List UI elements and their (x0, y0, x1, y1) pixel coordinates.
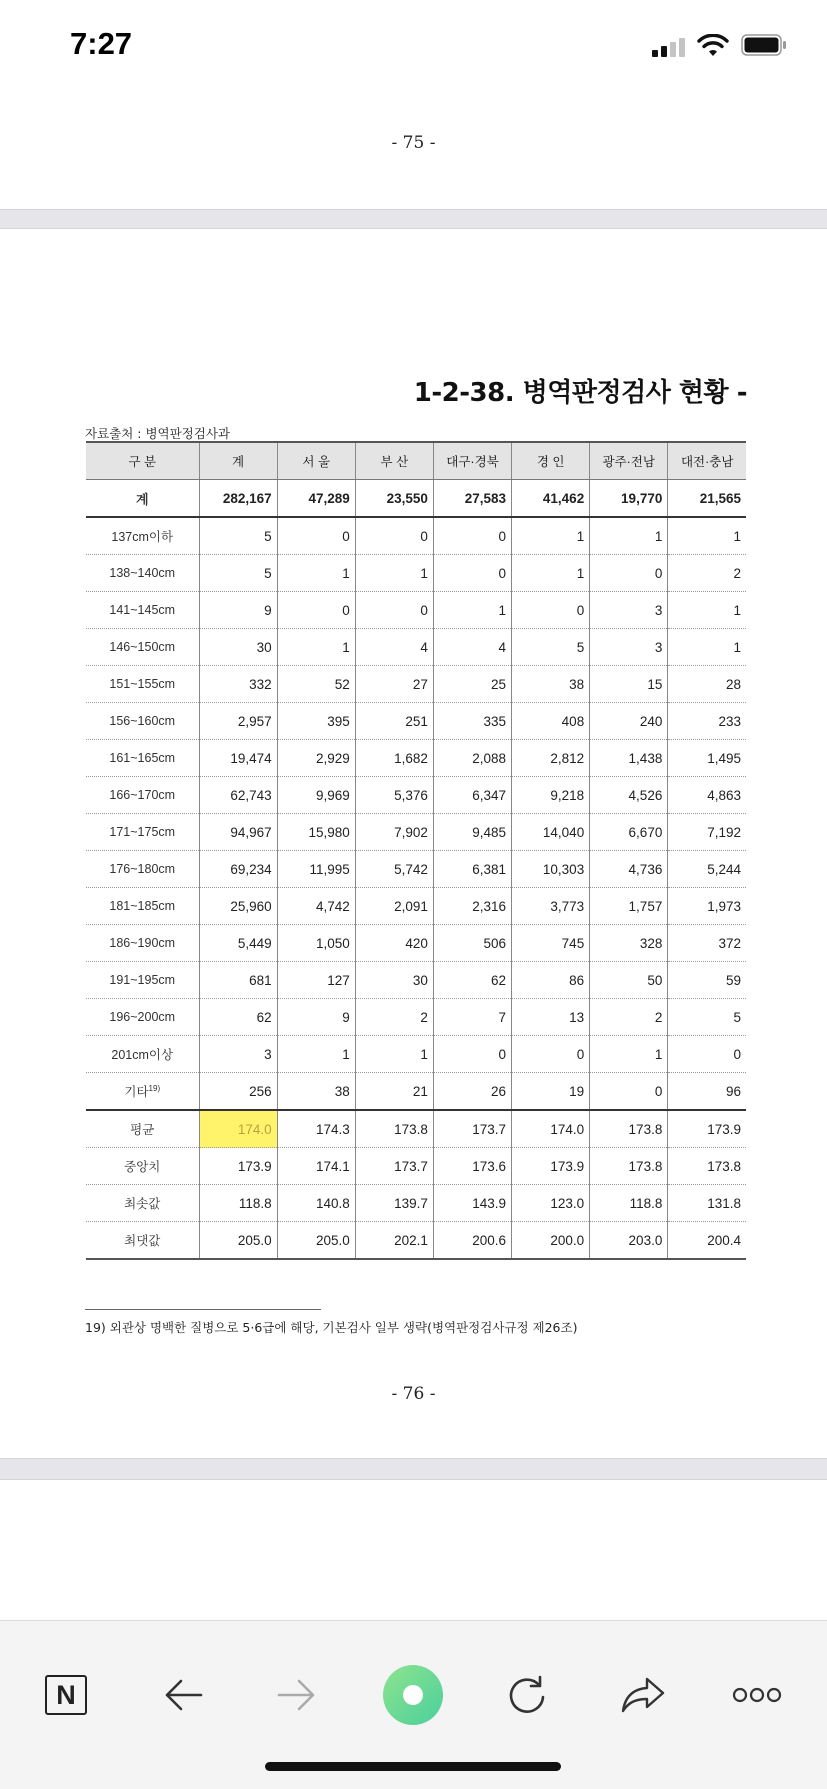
stat-row (86, 1222, 746, 1260)
table-cell: 1 (512, 517, 590, 555)
row-label-text: 146~150cm (109, 640, 176, 654)
table-cell: 38 (277, 1073, 355, 1111)
table-cell: 4 (433, 629, 511, 666)
row-label (86, 999, 199, 1036)
table-row (86, 480, 746, 518)
table-cell: 173.9 (668, 1110, 746, 1148)
table-cell: 1 (512, 555, 590, 592)
table-cell: 2,929 (277, 740, 355, 777)
row-label-text: 기타 (124, 1085, 149, 1099)
table-cell: 1 (355, 555, 433, 592)
table-cell: 205.0 (199, 1222, 277, 1260)
table-cell: 6,381 (433, 851, 511, 888)
row-label-text: 137cm이하 (111, 530, 174, 544)
stat-row (86, 1110, 746, 1148)
table-cell: 62 (199, 999, 277, 1036)
table-cell: 140.8 (277, 1185, 355, 1222)
table-cell: 0 (433, 555, 511, 592)
footnote-marker: 19) (148, 1083, 161, 1093)
table-cell: 173.7 (433, 1110, 511, 1148)
table-cell: 282,167 (199, 480, 277, 518)
row-label (86, 1148, 199, 1185)
forward-arrow-icon (275, 1677, 319, 1713)
table-cell: 50 (590, 962, 668, 999)
table-row (86, 814, 746, 851)
table-cell: 174.1 (277, 1148, 355, 1185)
table-cell: 5,449 (199, 925, 277, 962)
table-cell: 240 (590, 703, 668, 740)
home-indicator[interactable] (265, 1762, 561, 1771)
table-cell: 28 (668, 666, 746, 703)
table-cell: 408 (512, 703, 590, 740)
table-cell: 23,550 (355, 480, 433, 518)
table-cell: 745 (512, 925, 590, 962)
table-cell: 38 (512, 666, 590, 703)
table-cell: 7 (433, 999, 511, 1036)
header-category: 구 분 (86, 442, 199, 480)
table-cell: 1,495 (668, 740, 746, 777)
table-cell: 6,670 (590, 814, 668, 851)
table-cell: 4,863 (668, 777, 746, 814)
row-label-text: 평균 (130, 1123, 155, 1137)
table-cell: 0 (355, 592, 433, 629)
header-region: 서 울 (277, 442, 355, 480)
table-cell: 1 (668, 517, 746, 555)
header-region: 부 산 (355, 442, 433, 480)
current-page-number: - 76 - (391, 1384, 436, 1404)
table-cell: 21 (355, 1073, 433, 1111)
table-cell: 26 (433, 1073, 511, 1111)
table-cell: 1 (668, 592, 746, 629)
table-cell: 5,244 (668, 851, 746, 888)
table-row (86, 1073, 746, 1111)
table-cell: 202.1 (355, 1222, 433, 1260)
row-label (86, 517, 199, 555)
table-cell: 127 (277, 962, 355, 999)
table-row (86, 999, 746, 1036)
row-label-text: 201cm이상 (111, 1048, 174, 1062)
stat-row (86, 1185, 746, 1222)
table-cell: 1 (590, 517, 668, 555)
table-source: 자료출처 : 병역판정검사과 (85, 426, 230, 441)
header-region: 계 (199, 442, 277, 480)
table-cell: 681 (199, 962, 277, 999)
row-label (86, 629, 199, 666)
row-label (86, 814, 199, 851)
prev-page (0, 92, 827, 209)
row-label (86, 851, 199, 888)
row-label-text: 138~140cm (109, 566, 176, 580)
row-label (86, 962, 199, 999)
table-cell: 1 (668, 629, 746, 666)
table-cell: 59 (668, 962, 746, 999)
table-row (86, 888, 746, 925)
cellular-signal-icon (652, 37, 688, 57)
table-cell: 200.4 (668, 1222, 746, 1260)
table-cell: 173.8 (668, 1148, 746, 1185)
table-cell: 372 (668, 925, 746, 962)
table-cell: 1,682 (355, 740, 433, 777)
table-cell: 4 (355, 629, 433, 666)
row-label-text: 186~190cm (109, 936, 176, 950)
page-separator (0, 209, 827, 229)
table-cell: 9,218 (512, 777, 590, 814)
back-arrow-icon (161, 1677, 205, 1713)
table-cell: 2,316 (433, 888, 511, 925)
prev-page-number: - 75 - (391, 133, 436, 153)
table-cell: 15,980 (277, 814, 355, 851)
table-cell: 94,967 (199, 814, 277, 851)
row-label (86, 1110, 199, 1148)
naver-icon: N (45, 1675, 87, 1715)
row-label-text: 156~160cm (109, 714, 176, 728)
footnote: 19) 외관상 명백한 질병으로 5·6급에 해당, 기본검사 일부 생략(병역판정검사규정 제26조) (85, 1320, 578, 1335)
table-cell: 173.8 (355, 1110, 433, 1148)
table-cell: 47,289 (277, 480, 355, 518)
table-cell: 174.0 (512, 1110, 590, 1148)
row-label-text: 최솟값 (124, 1197, 161, 1211)
table-cell: 41,462 (512, 480, 590, 518)
table-row (86, 925, 746, 962)
stat-row (86, 1148, 746, 1185)
table-cell: 2,812 (512, 740, 590, 777)
row-label (86, 740, 199, 777)
table-cell: 256 (199, 1073, 277, 1111)
forward-button[interactable] (267, 1665, 327, 1725)
table-cell: 0 (433, 517, 511, 555)
table-cell: 2 (590, 999, 668, 1036)
table-cell: 3 (590, 592, 668, 629)
green-dot-button[interactable] (383, 1665, 443, 1725)
footnote-divider (85, 1309, 321, 1310)
table-cell: 27 (355, 666, 433, 703)
row-label-text: 166~170cm (109, 788, 176, 802)
table-cell: 10,303 (512, 851, 590, 888)
table-cell: 3,773 (512, 888, 590, 925)
table-cell: 1 (590, 1036, 668, 1073)
row-label (86, 1036, 199, 1073)
table-cell: 2,088 (433, 740, 511, 777)
row-label (86, 1222, 199, 1260)
table-cell: 2,091 (355, 888, 433, 925)
table-row (86, 555, 746, 592)
table-cell: 5 (668, 999, 746, 1036)
table-cell: 9,969 (277, 777, 355, 814)
table-cell: 62 (433, 962, 511, 999)
table-row (86, 851, 746, 888)
back-button[interactable] (153, 1665, 213, 1725)
table-row (86, 1036, 746, 1073)
table-cell: 11,995 (277, 851, 355, 888)
table-cell: 0 (433, 1036, 511, 1073)
table-row (86, 666, 746, 703)
table-cell: 62,743 (199, 777, 277, 814)
table-cell: 19,474 (199, 740, 277, 777)
more-icon (731, 1685, 783, 1705)
row-label (86, 555, 199, 592)
table-cell: 395 (277, 703, 355, 740)
table-cell: 332 (199, 666, 277, 703)
table-cell: 0 (277, 517, 355, 555)
table-cell: 5 (199, 555, 277, 592)
share-button[interactable] (613, 1665, 673, 1725)
row-label (86, 703, 199, 740)
status-time: 7:27 (70, 26, 133, 61)
table-cell: 173.8 (590, 1148, 668, 1185)
table-cell: 506 (433, 925, 511, 962)
table-cell: 5,376 (355, 777, 433, 814)
battery-icon (741, 34, 787, 56)
table-row (86, 962, 746, 999)
row-label-text: 최댓값 (124, 1234, 161, 1248)
row-label (86, 888, 199, 925)
table-cell: 0 (512, 592, 590, 629)
table-cell: 1 (355, 1036, 433, 1073)
table-cell: 0 (590, 555, 668, 592)
row-label-text: 141~145cm (109, 603, 176, 617)
reload-button[interactable] (497, 1665, 557, 1725)
table-cell: 27,583 (433, 480, 511, 518)
table-cell: 6,347 (433, 777, 511, 814)
table-cell: 335 (433, 703, 511, 740)
share-icon (619, 1675, 667, 1715)
header-region: 광주·전남 (590, 442, 668, 480)
table-cell: 21,565 (668, 480, 746, 518)
table-cell: 173.9 (199, 1148, 277, 1185)
table-row (86, 629, 746, 666)
table-cell: 4,742 (277, 888, 355, 925)
table-row (86, 703, 746, 740)
table-cell: 1 (433, 592, 511, 629)
table-cell: 19,770 (590, 480, 668, 518)
table-cell: 203.0 (590, 1222, 668, 1260)
table-cell: 4,736 (590, 851, 668, 888)
header-region: 대전·충남 (668, 442, 746, 480)
table-cell: 200.6 (433, 1222, 511, 1260)
table-title: 1-2-38. 병역판정검사 현황 - (413, 378, 747, 408)
table-cell: 9 (277, 999, 355, 1036)
table-cell: 30 (199, 629, 277, 666)
row-label (86, 592, 199, 629)
table-cell: 173.9 (512, 1148, 590, 1185)
table-row (86, 740, 746, 777)
table-cell: 5 (512, 629, 590, 666)
row-label-text: 151~155cm (109, 677, 176, 691)
row-label-text: 161~165cm (109, 751, 176, 765)
table-cell: 0 (590, 1073, 668, 1111)
table-cell: 15 (590, 666, 668, 703)
table-cell: 173.6 (433, 1148, 511, 1185)
row-label-text: 중앙치 (124, 1160, 161, 1174)
table-cell: 0 (512, 1036, 590, 1073)
table-cell: 1,973 (668, 888, 746, 925)
row-label (86, 777, 199, 814)
table-cell: 1,050 (277, 925, 355, 962)
table-header-row (86, 442, 746, 480)
page-separator (0, 1458, 827, 1480)
table-cell: 0 (668, 1036, 746, 1073)
table-cell: 0 (277, 592, 355, 629)
table-cell: 86 (512, 962, 590, 999)
table-cell: 30 (355, 962, 433, 999)
table-cell: 139.7 (355, 1185, 433, 1222)
table-cell: 1 (277, 1036, 355, 1073)
status-bar (0, 0, 827, 92)
table-cell: 9,485 (433, 814, 511, 851)
wifi-icon (697, 34, 729, 58)
row-label-text: 181~185cm (109, 899, 176, 913)
row-label (86, 925, 199, 962)
table-row (86, 777, 746, 814)
table-cell: 4,526 (590, 777, 668, 814)
table-cell: 5,742 (355, 851, 433, 888)
table-cell: 251 (355, 703, 433, 740)
table-cell: 173.7 (355, 1148, 433, 1185)
table-cell: 1,438 (590, 740, 668, 777)
table-cell: 205.0 (277, 1222, 355, 1260)
table-row (86, 517, 746, 555)
row-label-text: 계 (135, 491, 149, 507)
table-cell: 1 (277, 555, 355, 592)
table-cell: 69,234 (199, 851, 277, 888)
table-cell: 5 (199, 517, 277, 555)
table-cell: 200.0 (512, 1222, 590, 1260)
highlighted-cell: 174.0 (199, 1110, 277, 1148)
table-cell: 420 (355, 925, 433, 962)
row-label (86, 1073, 199, 1111)
naver-home-button[interactable] (36, 1665, 96, 1725)
table-cell: 233 (668, 703, 746, 740)
table-cell: 7,192 (668, 814, 746, 851)
header-region: 경 인 (512, 442, 590, 480)
row-label-text: 196~200cm (109, 1010, 176, 1024)
green-dot-icon (383, 1665, 443, 1725)
table-cell: 52 (277, 666, 355, 703)
row-label-text: 171~175cm (109, 825, 176, 839)
table-cell: 19 (512, 1073, 590, 1111)
table-cell: 0 (355, 517, 433, 555)
table-cell: 7,902 (355, 814, 433, 851)
table-cell: 3 (590, 629, 668, 666)
row-label (86, 480, 199, 518)
height-statistics-table (86, 441, 746, 1260)
table-cell: 1 (277, 629, 355, 666)
table-cell: 14,040 (512, 814, 590, 851)
table-cell: 2 (668, 555, 746, 592)
header-region: 대구·경북 (433, 442, 511, 480)
table-cell: 3 (199, 1036, 277, 1073)
row-label (86, 1185, 199, 1222)
table-cell: 1,757 (590, 888, 668, 925)
table-cell: 328 (590, 925, 668, 962)
table-cell: 143.9 (433, 1185, 511, 1222)
table-cell: 131.8 (668, 1185, 746, 1222)
table-cell: 2,957 (199, 703, 277, 740)
table-cell: 13 (512, 999, 590, 1036)
table-cell: 2 (355, 999, 433, 1036)
table-cell: 9 (199, 592, 277, 629)
table-cell: 118.8 (590, 1185, 668, 1222)
table-row (86, 592, 746, 629)
table-cell: 174.3 (277, 1110, 355, 1148)
table-cell: 25 (433, 666, 511, 703)
table-cell: 123.0 (512, 1185, 590, 1222)
reload-icon (505, 1673, 549, 1717)
row-label (86, 666, 199, 703)
table-cell: 118.8 (199, 1185, 277, 1222)
row-label-text: 176~180cm (109, 862, 176, 876)
table-cell: 25,960 (199, 888, 277, 925)
row-label-text: 191~195cm (109, 973, 176, 987)
more-button[interactable] (727, 1665, 787, 1725)
table-cell: 96 (668, 1073, 746, 1111)
table-cell: 173.8 (590, 1110, 668, 1148)
